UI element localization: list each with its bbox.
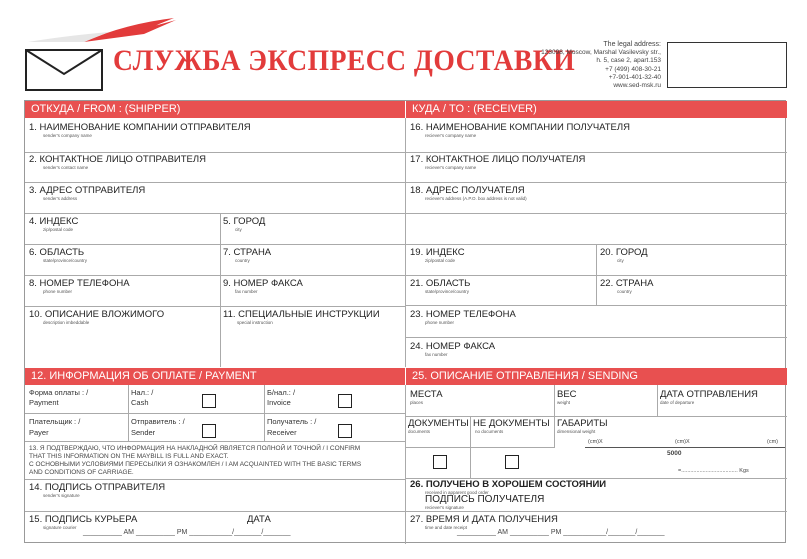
field-receiver-fax[interactable]: 24. НОМЕР ФАКСА [410,341,496,352]
field-contents-description[interactable]: 10. ОПИСАНИЕ ВЛОЖИМОГО [29,309,165,320]
cash-label: Нал.: / [131,388,154,397]
received-good-condition-sub: received in apparent good order [425,490,489,495]
waybill-form [24,100,786,543]
field-receipt-time-date-sub: time and date receipt [425,525,468,530]
field-special-instructions-sub: special instruction [237,320,273,325]
sender-payer-checkbox[interactable] [202,424,216,438]
date-sent-label: ДАТА ОТПРАВЛЕНИЯ [660,389,758,400]
page-title: СЛУЖБА ЭКСПРЕСС ДОСТАВКИ [113,44,576,77]
confirm-text-line: С ОСНОВНЫМИ УСЛОВИЯМИ ПЕРЕСЫЛКИ Я ОЗНАКОМЛЕН / I AM ACQUAINTED WITH THE BASIC TERMS [29,461,362,468]
payment-bar: 12. ИНФОРМАЦИЯ ОБ ОПЛАТЕ / PAYMENT [25,368,405,385]
field-receiver-city-sub: city [617,258,624,263]
field-receiver-region[interactable]: 21. ОБЛАСТЬ [410,278,471,289]
field-sender-city[interactable]: 5. ГОРОД [223,216,266,227]
invoice-label: Б/нал.: / [267,388,296,397]
payment-form-label-en: Payment [29,398,59,407]
field-receiver-phone[interactable]: 23. НОМЕР ТЕЛЕФОНА [410,309,516,320]
field-sender-region[interactable]: 6. ОБЛАСТЬ [29,247,85,258]
dim-result-line[interactable]: =..................................... Kgs [678,468,749,474]
invoice-label-en: Invoice [267,398,291,407]
field-sender-country[interactable]: 7. СТРАНА [223,247,272,258]
pm-label: PM [176,529,188,536]
address-title: The legal address: [603,41,661,48]
field-receiver-company[interactable]: 16. НАИМЕНОВАНИЕ КОМПАНИИ ПОЛУЧАТЕЛЯ [410,122,630,133]
weight-sub: weight [557,400,571,405]
field-sender-city-sub: city [235,227,242,232]
field-receiver-signature[interactable]: ПОДПИСЬ ПОЛУЧАТЕЛЯ [425,494,545,505]
field-receiver-address-sub: reciever's address (A.P.O. box address is not valid) [425,196,527,201]
sender-payer-label-en: Sender [131,428,156,437]
payer-label: Плательщик : / [29,417,81,426]
receiver-payer-label: Получатель : / [267,417,317,426]
address-line: www.sed-msk.ru [613,82,661,90]
field-sender-fax[interactable]: 9. НОМЕР ФАКСА [223,278,303,289]
weight-label: ВЕС [557,389,577,400]
no-documents-sub: no documents [475,429,504,434]
field-receiver-country[interactable]: 22. СТРАНА [600,278,654,289]
field-courier-signature[interactable]: 15. ПОДПИСЬ КУРЬЕРА [29,514,138,525]
field-receiver-phone-sub: phone number [425,320,455,325]
confirm-text-line: 13. Я ПОДТВЕРЖДАЮ, ЧТО ИНФОРМАЦИЯ НА НАКЛАДНОЙ ЯВЛЯЕТСЯ ПОЛНОЙ И ТОЧНОЙ / I CONFIRM [29,445,361,452]
field-receiver-contact[interactable]: 17. КОНТАКТНОЕ ЛИЦО ПОЛУЧАТЕЛЯ [410,154,586,165]
sending-bar: 25. ОПИСАНИЕ ОТПРАВЛЕНИЯ / SENDING [406,368,787,385]
no-documents-checkbox[interactable] [505,455,519,469]
field-receiver-country-sub: country [617,289,632,294]
cash-label-en: Cash [131,398,149,407]
field-sender-phone-sub: phone number [43,289,73,294]
documents-checkbox[interactable] [433,455,447,469]
dim-cm-x-1: (cm)X [588,439,603,445]
places-label: МЕСТА [410,389,443,400]
pm-label: PM [550,529,562,536]
receiver-payer-checkbox[interactable] [338,424,352,438]
field-sender-zip-sub: zip/postal code [43,227,74,232]
field-sender-address[interactable]: 3. АДРЕС ОТПРАВИТЕЛЯ [29,185,146,196]
legal-address [541,41,661,90]
field-sender-company-sub: sender's company name [43,133,92,138]
sender-payer-label: Отправитель : / [131,417,185,426]
courier-time-line[interactable]: __________ AM __________ PM ___________/_______/_______ [83,529,291,536]
field-sender-region-sub: state/province/country [43,258,88,263]
documents-sub: documents [408,429,431,434]
field-receiver-zip-sub: zip/postal code [425,258,456,263]
kgs-label: Kgs [739,468,749,474]
field-receiver-city[interactable]: 20. ГОРОД [600,247,648,258]
field-courier-signature-sub: signature courier [43,525,77,530]
cash-checkbox[interactable] [202,394,216,408]
documents-label: ДОКУМЕНТЫ [408,418,469,429]
am-label: AM [497,529,508,536]
field-receiver-contact-sub: reciever's company name [425,165,477,170]
field-receiver-signature-sub: reciever's signature [425,505,464,510]
dimensions-sub: dimensional weight [557,429,596,434]
field-receipt-time-date[interactable]: 27. ВРЕМЯ И ДАТА ПОЛУЧЕНИЯ [410,514,558,525]
field-receiver-zip[interactable]: 19. ИНДЕКС [410,247,465,258]
invoice-checkbox[interactable] [338,394,352,408]
address-line: +7-901-401-32-40 [608,73,661,81]
field-sender-contact-sub: sender's contact name [43,165,89,170]
field-sender-phone[interactable]: 8. НОМЕР ТЕЛЕФОНА [29,278,130,289]
address-line: 123098, Moscow, Marshal Vasilevsky str., [541,49,661,57]
field-receiver-address[interactable]: 18. АДРЕС ПОЛУЧАТЕЛЯ [410,185,525,196]
dim-cm: (cm) [767,439,778,445]
field-sender-zip[interactable]: 4. ИНДЕКС [29,216,79,227]
field-sender-fax-sub: fax number [235,289,258,294]
confirm-text-line: AND CONDITIONS OF CARRIAGE. [29,469,134,476]
am-label: AM [123,529,134,536]
no-documents-label: НЕ ДОКУМЕНТЫ [473,418,550,429]
address-line: +7 (499) 408-30-21 [605,65,661,73]
received-good-condition: 26. ПОЛУЧЕНО В ХОРОШЕМ СОСТОЯНИИ [410,479,607,490]
courier-date-label: ДАТА [247,514,271,525]
field-sender-company[interactable]: 1. НАИМЕНОВАНИЕ КОМПАНИИ ОТПРАВИТЕЛЯ [29,122,251,133]
payment-form-label: Форма оплаты : / [29,388,89,397]
field-sender-signature-sub: sender's signature [43,493,80,498]
field-sender-country-sub: country [235,258,250,263]
payer-label-en: Payer [29,428,49,437]
field-sender-contact[interactable]: 2. КОНТАКТНОЕ ЛИЦО ОТПРАВИТЕЛЯ [29,154,206,165]
receipt-time-line[interactable]: __________ AM __________ PM ___________/_______/_______ [457,529,665,536]
field-contents-description-sub: description imbeddable [43,320,90,325]
field-sender-signature[interactable]: 14. ПОДПИСЬ ОТПРАВИТЕЛЯ [29,482,166,493]
places-sub: places [410,400,424,405]
address-line: h. 5, case 2, apart.153 [596,57,661,65]
shipper-bar: ОТКУДА / FROM : (SHIPPER) [25,101,405,118]
field-sender-address-sub: sender's address [43,196,78,201]
dim-cm-x-2: (cm)X [675,439,690,445]
field-special-instructions[interactable]: 11. СПЕЦИАЛЬНЫЕ ИНСТРУКЦИИ [223,309,380,320]
date-sent-sub: date of departure [660,400,695,405]
field-receiver-region-sub: state/province/country [425,289,470,294]
receiver-payer-label-en: Receiver [267,428,297,437]
confirm-text-line: THAT THIS INFORMATION ON THE MAYBILL IS FULL AND EXACT. [29,453,229,460]
waybill-number-box[interactable] [667,42,787,88]
receiver-bar: КУДА / TO : (RECEIVER) [406,101,787,118]
dimensions-label: ГАБАРИТЫ [557,418,608,429]
field-receiver-company-sub: reciever's company name [425,133,477,138]
field-receiver-fax-sub: fax number [425,352,448,357]
dim-divisor: 5000 [667,450,682,457]
